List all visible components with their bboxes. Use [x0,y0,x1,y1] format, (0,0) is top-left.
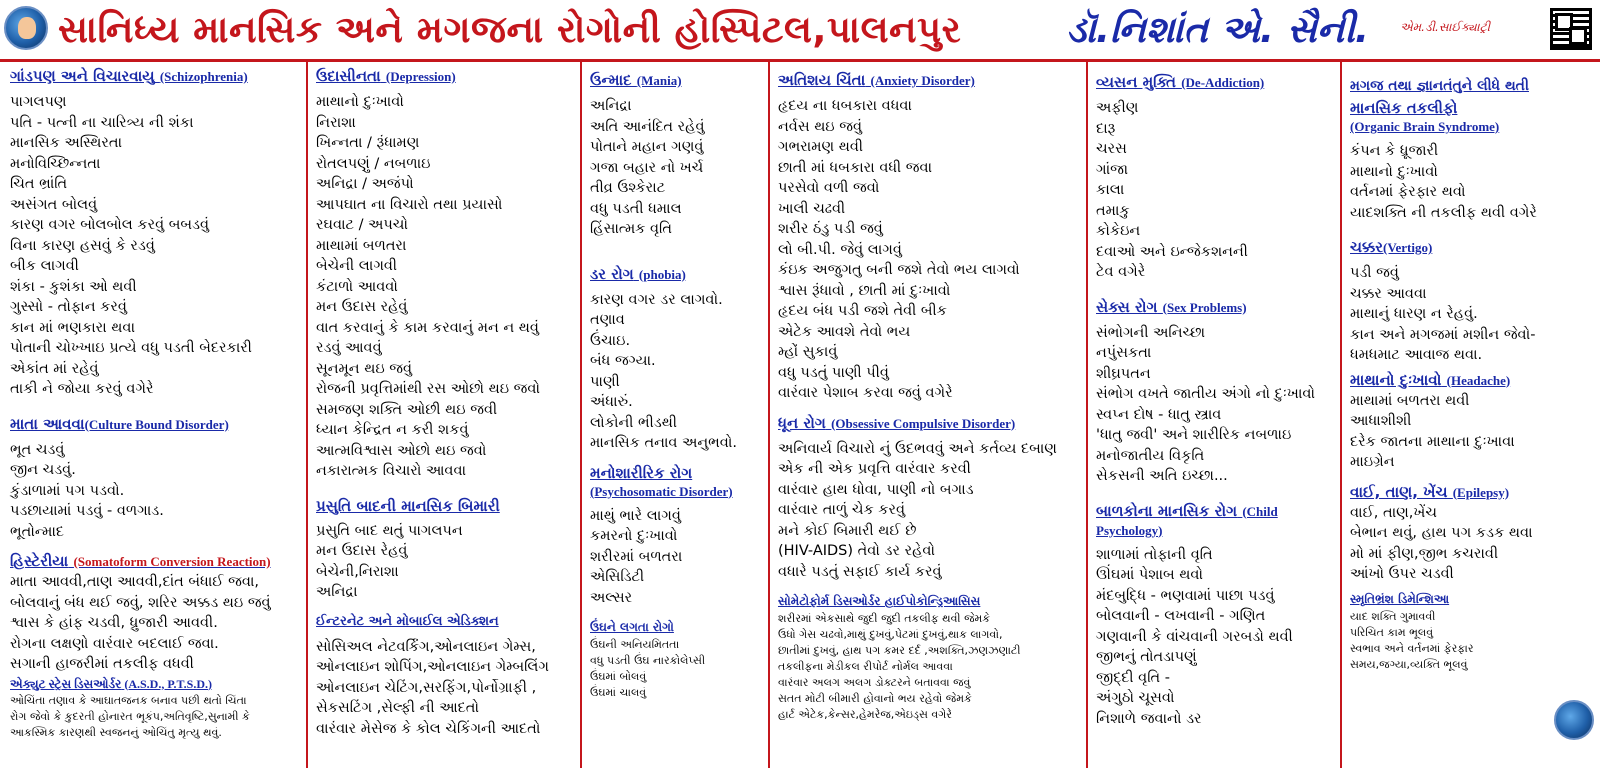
list-item: પાણી [590,373,620,390]
list-item: ગાંજા [1096,161,1129,178]
list-asd [10,693,302,741]
section-heading: એક્યુટ સ્ટ્રેસ ડિસઓર્ડર (A.S.D., P.T.S.D.) [10,676,213,691]
list-item: માઇગ્રેન [1350,454,1395,470]
column-divider [580,62,582,768]
list-item: વારંવાર પેશાબ કરવા જવું વગેરે [778,385,953,401]
section-heading: માનસિક તકલીફો [1350,99,1458,117]
column-organic-brain [1346,62,1558,768]
list-item: પાગલપણ [10,94,67,110]
list-internet-addiction [316,637,576,740]
list-item: માથું ભારે લાગવું [590,507,681,524]
list-item: આકસ્મિક કારણથી સ્વજનનું ઓચિંતુ મૃત્યુ થવું. [10,725,222,739]
list-item: ધમધમાટ આવાજ થવા. [1350,347,1483,363]
list-item: યાદ શક્તિ ગુમાવવી [1350,609,1436,623]
list-item: મને કોઈ બિમારી થઈ છે [778,522,917,539]
doctor-degree: એમ.ડી.સાઈક્યાટ્રી [1400,20,1491,34]
list-item: બેચેની,નિરાશા [316,563,399,580]
section-heading: મનોશારીરિક રોગ [590,463,693,482]
list-item: વધુ પડતું પાણી પીવું [778,364,889,381]
list-item: બોલવાની - લખવાની - ગણિત [1096,608,1266,624]
column-depression [312,62,580,768]
list-item: ભૂતોન્માદ [10,523,64,540]
list-item: આપઘાત ના વિચારો તથા પ્રયાસો [316,196,503,213]
list-item: સ્વભાવ અને વર્તનમાં ફેરફાર [1350,641,1474,655]
list-item: રોગના લક્ષણો વારંવાર બદલાઈ જવા. [10,635,219,652]
list-item: વારંવાર મેસેજ કે કોલ ચેકિંગની આદતો [316,720,541,737]
list-item: માતા આવવી,તાણ આવવી,દાંત બંધાઈ જવા, [10,574,260,590]
list-item: સમય,જગ્યા,વ્યક્તિ ભૂલવું [1350,657,1468,671]
list-item: વર્તનમાં ફેરફાર થવો [1350,184,1466,200]
section-heading: બાળકોના માનસિક રોગ (Child [1096,501,1278,520]
list-item: છાતી માં ધબકારા વધી જવા [778,159,933,176]
list-item: વધુ પડતી ધમાલ [590,200,682,217]
list-item: ઉંઘમાં ચાલવું [590,686,647,699]
list-item: જીભનું તોતડાપણું [1096,649,1197,665]
list-item: લોકોની ભીડથી [590,414,677,431]
list-item: યાદશક્તિ ની તકલીફ થવી વગેરે [1350,204,1537,221]
list-item: શરીરમાં બળતરા [590,548,683,565]
list-item: હિંસાત્મક વૃતિ [590,221,672,237]
hospital-title: સાનિધ્ય માનસિક અને મગજના રોગોની હોસ્પિટલ,પાલનપુર [58,8,962,51]
list-item: સ્વપ્ન દોષ - ધાતુ સ્ત્રાવ [1096,406,1222,423]
list-item: ખિન્નતા / રૂંધામણ [316,135,420,151]
list-item: સતત મોટી બીમારી હોવાનો ભય રહેવો જેમકે [778,692,972,705]
list-item: ગણવાની કે વાંચવાની ગરબડો થવી [1096,628,1293,645]
column-divider [306,62,308,768]
list-item: ચિત ભ્રાંતિ [10,176,68,192]
list-item: મન ઉદાસ રહેવું [316,299,408,315]
list-item: મન ઉદાસ રેહવું [316,543,408,559]
list-item: 'ધાતુ જવી' અને શારીરિક નબળાઇ [1096,427,1292,443]
list-item: અતિ આનંદિત રહેવું [590,118,705,135]
list-deaddiction [1096,98,1336,283]
list-item: વધારે પડતું સફાઈ કાર્ય કરવું [778,563,942,580]
list-item: રોગ જેવો કે કુદરતી હોનારત ભૂકંપ,અતિવૃષ્ટિ,સુનામી કે [10,709,250,723]
list-item: માનસિક તનાવ અનુભવો. [590,435,738,451]
section-heading: હિસ્ટેરીયા (Somatoform Conversion Reaction) [10,552,271,570]
list-item: એક ની એક પ્રવૃત્તિ વારંવાર કરવી [778,461,971,477]
list-item: વારંવાર અલગ અલગ ડોક્ટરને બતાવવા જવું [778,676,971,689]
list-item: સેકસટિંગ ,સેલ્ફી ની આદતો [316,700,479,716]
list-item: મો માં ફીણ,જીભ કચરાવી [1350,545,1499,562]
list-item: સમજણ શક્તિ ઓછી થઇ જવી [316,401,498,418]
list-item: પડી જવું [1350,265,1399,281]
list-item: મનોજાતીય વિકૃતિ [1096,447,1205,464]
list-child-psychology [1096,545,1336,730]
section-heading: ઉદાસીનતા (Depression) [316,67,456,85]
column-deaddiction [1092,62,1340,768]
list-item: માનસિક અસ્થિરતા [10,135,122,151]
list-item: ધ્યાન કેન્દ્રિત ન કરી શકવું [316,422,469,438]
list-item: માથામાં બળતરા [316,237,407,254]
list-item: ઉધો ગેસ ચઢવો,માથું દુખવું,પેટમાં દુખવું,થાક લાગવો, [778,628,1003,641]
list-item: સૂનમૂન થઇ જવું [316,360,413,377]
list-headache [1350,391,1554,473]
section-heading-en: Psychology) [1096,522,1163,538]
list-dementia [1350,609,1554,673]
list-item: ગુસ્સો - તોફાન કરવું [10,299,127,315]
list-item: હૃદય ના ધબકારા વધવા [778,98,912,114]
list-item: કમરનો દુઃખાવો [590,528,678,544]
list-item: માથાનું ધારણ ન રેહવું. [1350,306,1478,322]
list-item: રઘવાટ / અપચો [316,217,409,233]
list-somatoform [778,611,1082,723]
list-item: માથામાં બળતરા થવી [1350,392,1470,409]
column-divider [1086,62,1088,768]
list-item: એસિડિટી [590,569,645,585]
section-heading: વાઈ, તાણ, ખેંચ (Epilepsy) [1350,482,1510,501]
list-item: કંપન કે ધ્રૂજારી [1350,143,1439,159]
list-item: જીદ્દી વૃતિ - [1096,669,1170,686]
list-item: શંકા - કુશંકા ઓ થવી [10,278,137,295]
section-heading: ડર રોગ (phobia) [590,264,686,283]
list-item: લો બી.પી. જેવું લાગવું [778,241,902,258]
section-heading: અતિશય ચિંતા (Anxiety Disorder) [778,71,975,89]
list-psychosomatic [590,506,764,609]
list-item: અનિદ્રા / અજંપો [316,176,414,192]
list-item: ટેવ વગેરે [1096,264,1146,280]
list-item: રોજની પ્રવૃત્તિમાંથી રસ ઓછો થઇ જવો [316,381,541,397]
list-item: કાન માં ભણકારા થવા [10,319,135,336]
list-item: વિના કારણ હસવું કે રડવું [10,237,155,254]
list-mania [590,96,764,240]
list-item: કુંડાળામાં પગ પડવો. [10,482,125,499]
list-sleep [590,637,764,701]
list-item: હાર્ટ એટેક,કેન્સર,હેમરેજ,એઇડ્સ વગેરે [778,708,952,721]
list-item: તકલીફના મેડીકલ રીપોર્ટ નોર્મલ આવવા [778,660,953,673]
list-item: કાન અને મગજમાં મશીન જેવો- [1350,326,1536,343]
list-item: તીવ્ર ઉશ્કેરાટ [590,180,666,196]
list-item: ઓનલાઇન શોપિંગ,ઓનલાઇન ગેમ્બલિંગ [316,659,549,675]
list-item: કંટાળો આવવો [316,278,398,295]
list-item: શરીર ઠંડુ પડી જવું [778,221,883,237]
list-item: રોતલપણું / નબળાઇ [316,155,431,172]
list-item: જીન ચડવું. [10,462,76,478]
list-item: તાકી ને જોયા કરવું વગેરે [10,381,154,397]
list-anxiety [778,96,1082,404]
list-item: બંધ જગ્યા. [590,353,656,369]
list-item: રડવું આવવું [316,340,382,356]
list-item: પતિ - પત્ની ના ચારિત્ર્ય ની શંકા [10,114,194,131]
list-item: ગભરામણ થવી [778,139,864,155]
list-item: સેકસની અતિ ઇચ્છા... [1096,468,1228,484]
list-item: બેચેની લાગવી [316,258,398,274]
list-item: એકાંત માં રહેવું [10,360,99,377]
list-item: તમાકુ [1096,202,1130,219]
list-item: આંખો ઉપર ચડવી [1350,566,1454,582]
section-heading: ચક્કર(Vertigo) [1350,238,1433,256]
column-schizophrenia [6,62,306,768]
list-item: આધાશીશી [1350,413,1412,429]
list-item: (HIV-AIDS) તેવો ડર રહેવો [778,543,936,559]
list-schizophrenia [10,92,302,400]
list-item: વાઈ, તાણ,ખેંચ [1350,504,1437,521]
list-item: વારંવાર તાળું ચેક કરવું [778,502,906,518]
list-item: કારણ વગર બોલબોલ કરવું બબડવું [10,217,209,233]
list-item: સંભોગની અનિચ્છા [1096,324,1206,341]
list-ocd [778,439,1082,583]
list-item: વાત કરવાનું કે કામ કરવાનું મન ન થવું [316,319,539,336]
column-mania [586,62,768,768]
list-item: નકારાત્મક વિચારો આવવા [316,463,467,479]
list-item: પોતાને મહાન ગણવું [590,139,704,155]
list-item: કારણ વગર ડર લાગવો. [590,291,723,308]
list-item: માથાનો દુઃખાવો [316,94,404,110]
qr-code-icon [1550,8,1592,50]
hospital-logo-small [1554,700,1594,740]
list-item: ઊંઘમાં પેશાબ થવો [1096,567,1204,583]
section-heading: માથાનો દુઃખાવો (Headache) [1350,370,1511,389]
list-item: ભૂત ચડવું [10,441,65,458]
column-anxiety [774,62,1086,768]
list-item: ખાલી ચઢવી [778,200,846,217]
list-item: અનિદ્રા [316,584,358,600]
list-item: વધુ પડતી ઉંઘ નારકોલેપ્સી [590,654,706,667]
list-item: હૃદય બંધ પડી જશે તેવી બીક [778,303,947,319]
section-heading: ઉન્માદ (Mania) [590,71,682,89]
list-item: કાલા [1096,182,1125,198]
list-item: બીક લાગવી [10,258,79,274]
list-item: શરીરમાં એકસાથે જુદી જુદી તકલીફ થવી જેમકે [778,612,991,625]
list-item: પોતાની ચોખ્ખાઇ પ્રત્યે વધુ પડતી બેદરકારી [10,340,252,356]
section-heading: સ્મૃતિભ્રંશ ડિમેન્શિઆ [1350,591,1450,606]
section-heading: માતા આવવા(Culture Bound Disorder) [10,414,229,433]
section-heading-en: (Psychosomatic Disorder) [590,483,733,499]
list-item: એટેક આવશે તેવો ભય [778,323,911,340]
section-heading: ઉંઘને લગતા રોગો [590,620,674,634]
list-item: બેભાન થવું, હાથ પગ કડક થવા [1350,525,1533,541]
section-heading-en: (Organic Brain Syndrome) [1350,119,1500,134]
list-item: સંભોગ વખતે જાતીય અંગો નો દુઃખાવો [1096,386,1316,402]
list-depression [316,92,576,482]
list-item: શ્વાસ કે હાંફ ચડવી, ધ્રુજારી આવવી. [10,615,218,631]
list-epilepsy [1350,503,1554,585]
list-item: નિરાશા [316,114,356,131]
list-item: પરસેવો વળી જવો [778,180,880,196]
list-item: માથાનો દુઃખાવો [1350,163,1438,180]
list-item: ચરસ [1096,141,1127,157]
section-heading: વ્યસન મુક્તિ (De-Addiction) [1096,73,1265,91]
column-divider [768,62,770,768]
list-vertigo [1350,263,1554,366]
doctor-name: ડૉ.નિશાંત એ. સૈની. [1066,8,1369,51]
list-organic-brain [1350,141,1554,223]
list-item: અનિવાર્ય વિચારો નું ઉદભવવું અને કર્તવ્ય દબાણ [778,440,1057,457]
section-heading: પ્રસુતિ બાદની માનસિક બિમારી [316,496,500,515]
list-item: અસંગત બોલવું [10,196,98,213]
list-hysteria [10,572,302,675]
column-divider [1340,62,1342,768]
list-sex-problems [1096,323,1336,487]
list-item: અનિદ્રા [590,98,632,114]
list-item: ઉંઘની અનિયમિતતા [590,638,680,651]
list-item: સગાની હાજરીમાં તકલીફ વધવી [10,656,194,672]
list-postpartum [316,521,576,603]
section-heading: ઈન્ટરનેટ અને મોબાઈલ એડિક્શન [316,613,499,629]
list-item: બોલવાનું બંધ થઈ જવું, શરિર અક્કડ થઇ જવું [10,594,271,611]
list-item: ઉંઘમાં બોલવું [590,670,647,683]
hospital-logo [4,6,48,50]
list-item: કંઇક અજુગતુ બની જશે તેવો ભય લાગવો [778,262,1020,278]
list-item: પરિચિત કામ ભૂલવું [1350,625,1434,639]
list-item: પડછાયામાં પડવું - વળગાડ. [10,503,164,519]
section-heading: મગજ તથા જ્ઞાનતંતુને લીધે થતી [1350,78,1529,94]
header [0,0,1600,60]
list-item: દારૂ [1096,120,1116,137]
list-item: ચક્કર આવવા [1350,285,1427,302]
section-heading: સેક્સ રોગ (Sex Problems) [1096,297,1247,316]
list-item: તણાવ [590,312,625,328]
list-item: મંદબુદ્ધિ - ભણવામાં પાછા પડવું [1096,587,1275,604]
list-item: વારંવાર હાથ ધોવા, પાણી નો બગાડ [778,481,974,498]
list-item: અફીણ [1096,100,1139,116]
list-item: શીઘ્રપતન [1096,365,1151,382]
list-item: દરેક જાતના માથાના દુઃખાવા [1350,433,1515,450]
list-culture-bound [10,440,302,543]
list-item: અંધારું. [590,394,633,410]
list-item: આત્મવિશ્વાસ ઓછો થઇ જવો [316,442,487,459]
list-item: શ્વાસ રૂંધાવો , છાતી માં દુઃખાવો [778,282,951,299]
list-item: ઉંચાઇ. [590,332,631,349]
list-item: મ્હોં સુકાવું [778,344,838,360]
section-heading: ગાંડપણ અને વિચારવાયુ (Schizophrenia) [10,67,248,85]
list-item: ઓનલાઇન ચેટિંગ,સરફિંગ,પોર્નોગ્રાફી , [316,679,537,696]
section-heading: ધૂન રોગ (Obsessive Compulsive Disorder) [778,413,1016,432]
list-item: અલ્સર [590,589,633,606]
list-item: નપુંસકતા [1096,345,1152,361]
list-item: નિશાળે જવાનો ડર [1096,710,1202,727]
list-item: ઓચિંતા તણાવ કે આઘાતજનક બનાવ પછી થતો ચિંતા [10,693,247,707]
list-phobia [590,290,764,454]
section-heading: સોમેટોફોર્મ ડિસઓર્ડર હાઈપોકોન્ડ્રિઆસિસ [778,594,981,608]
list-item: અંગુઠો ચૂસવો [1096,690,1175,706]
list-item: સોસિઅલ નેટવર્કિંગ,ઓનલાઇન ગેમ્સ, [316,638,536,655]
list-item: કોકેઇન [1096,223,1141,239]
list-item: પ્રસુતિ બાદ થતું પાગલપન [316,522,463,539]
list-item: નર્વસ થઇ જવું [778,118,862,135]
list-item: દવાઓ અને ઇન્જેકશનની [1096,243,1248,260]
list-item: ગજા બહાર નો ખર્ચ [590,159,704,176]
list-item: મનોવિચ્છિન્નતા [10,155,101,172]
list-item: શાળામાં તોફાની વૃતિ [1096,546,1213,563]
list-item: છાતીમાં દુખવું, હાથ પગ કમર દર્દ ,અશક્તિ,ઝણઝણાટી [778,644,1021,657]
